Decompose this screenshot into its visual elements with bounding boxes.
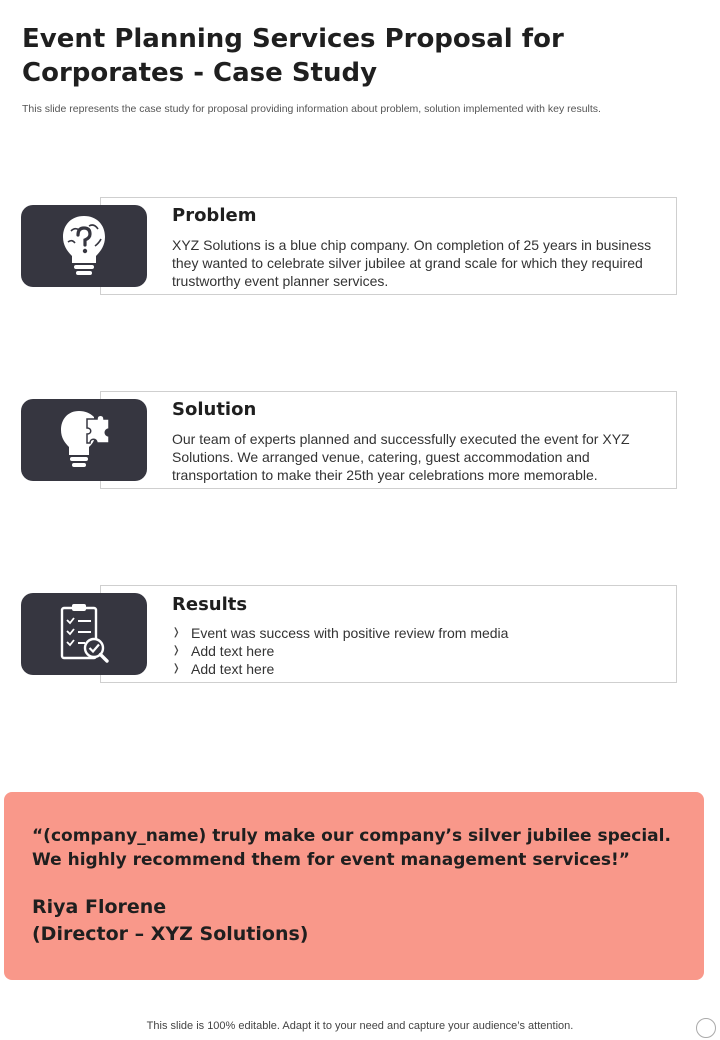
results-list	[172, 624, 508, 678]
solution-icon-box	[21, 399, 147, 481]
results-heading: Results	[172, 594, 248, 615]
footer-note: This slide is 100% editable. Adapt it to your need and capture your audience’s attention.	[146, 1020, 574, 1032]
puzzle-bulb-icon	[57, 407, 111, 473]
problem-icon-box	[21, 205, 147, 287]
problem-heading: Problem	[172, 205, 257, 226]
page-subtitle: This slide represents the case study for proposal providing information about problem, solution implemented with key results.	[22, 103, 601, 115]
corner-circle-icon	[696, 1018, 716, 1038]
chevron-right-icon: ❭	[172, 663, 181, 674]
clipboard-check-icon	[56, 602, 112, 666]
list-item: ❭ Event was success with positive review from media	[172, 625, 509, 641]
testimonial-quote: “(company_name) truly make our company’s silver jubilee special. We highly recommend them for event management services!”	[32, 826, 671, 870]
problem-text: XYZ Solutions is a blue chip company. On completion of 25 years in business they wanted to celebrate silver jubilee at grand scale for which they required trustworthy event planner services.	[172, 237, 652, 289]
testimonial-box	[4, 792, 704, 980]
page-title: Event Planning Services Proposal for Corporates - Case Study	[22, 24, 564, 88]
list-item: ❭ Add text here	[172, 643, 275, 659]
author-name: Riya Florene	[32, 896, 167, 918]
brain-question-bulb-icon	[59, 213, 109, 279]
solution-text: Our team of experts planned and successfully executed the event for XYZ Solutions. We arranged venue, catering, guest accommodation and transportation to make their 25th year celebrations more memorable.	[172, 431, 630, 483]
author-role: (Director – XYZ Solutions)	[32, 923, 309, 945]
testimonial-author	[32, 894, 308, 948]
chevron-right-icon: ❭	[172, 645, 181, 656]
list-item: ❭ Add text here	[172, 661, 275, 677]
solution-heading: Solution	[172, 399, 257, 420]
results-icon-box	[21, 593, 147, 675]
chevron-right-icon: ❭	[172, 627, 181, 638]
